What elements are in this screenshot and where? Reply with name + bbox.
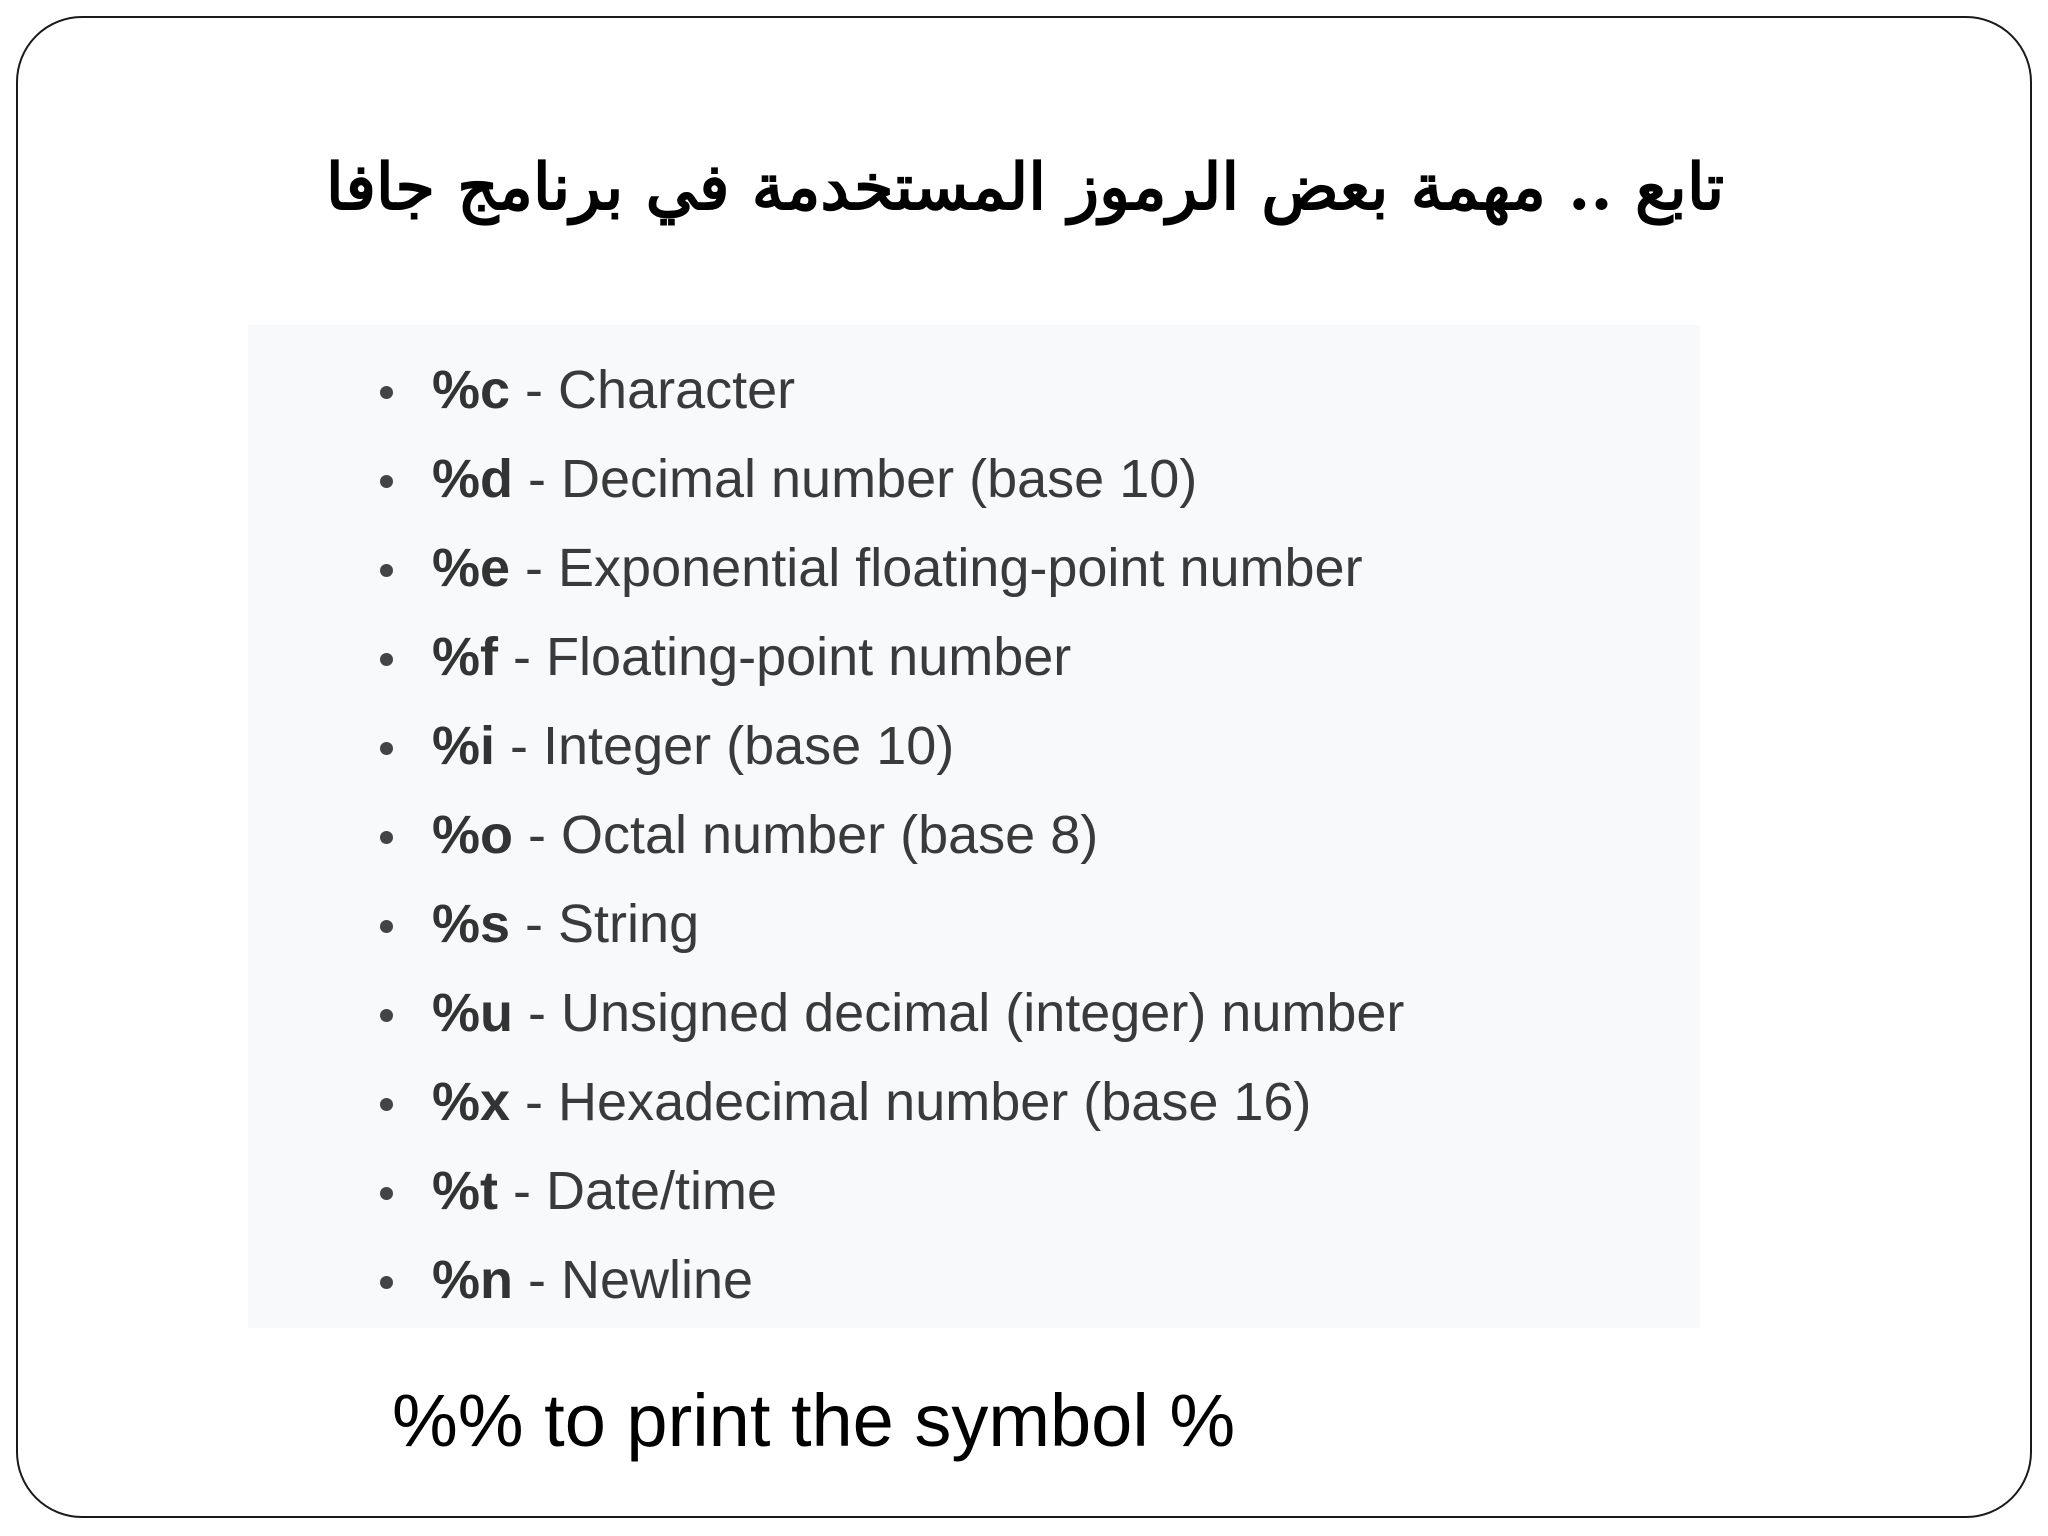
- bullet-icon: [380, 475, 393, 488]
- bullet-icon: [380, 1187, 393, 1200]
- bullet-icon: [380, 920, 393, 933]
- list-item: [248, 523, 1700, 612]
- specifier-code: %i: [432, 715, 496, 776]
- specifier-description: - Floating-point number: [498, 626, 1072, 687]
- specifier-code: %d: [432, 448, 513, 509]
- specifier-code: %t: [432, 1160, 498, 1221]
- footer-note: %% to print the symbol %: [392, 1379, 1236, 1462]
- bullet-icon: [380, 653, 393, 666]
- specifier-description: - Exponential floating-point number: [510, 537, 1363, 598]
- specifier-code: %u: [432, 982, 513, 1043]
- specifier-code: %f: [432, 626, 498, 687]
- list-item-text: [432, 1249, 753, 1311]
- bullet-icon: [380, 386, 393, 399]
- list-item-text: [432, 626, 1071, 688]
- list-item: [248, 879, 1700, 968]
- bullet-icon: [380, 831, 393, 844]
- specifier-code: %x: [432, 1071, 511, 1132]
- specifier-description: - String: [510, 893, 700, 954]
- bullet-icon: [380, 564, 393, 577]
- list-item-text: [432, 448, 1197, 510]
- bullet-icon: [380, 1276, 393, 1289]
- list-item: [248, 968, 1700, 1057]
- specifier-description: - Newline: [513, 1249, 754, 1310]
- format-specifier-panel: [248, 325, 1700, 1328]
- format-specifier-list: [248, 345, 1700, 1324]
- list-item-text: [432, 1071, 1311, 1133]
- list-item-text: [432, 1160, 777, 1222]
- bullet-icon: [380, 742, 393, 755]
- specifier-description: - Unsigned decimal (integer) number: [513, 982, 1405, 1043]
- specifier-code: %e: [432, 537, 511, 598]
- list-item: [248, 612, 1700, 701]
- list-item-text: [432, 804, 1098, 866]
- list-item-text: [432, 715, 954, 777]
- specifier-description: - Integer (base 10): [495, 715, 955, 776]
- bullet-icon: [380, 1098, 393, 1111]
- slide-title: تابع .. مهمة بعض الرموز المستخدمة في برنامج جافا: [325, 150, 1725, 225]
- list-item-text: [432, 537, 1363, 599]
- specifier-code: %s: [432, 893, 511, 954]
- bullet-icon: [380, 1009, 393, 1022]
- specifier-description: - Octal number (base 8): [513, 804, 1099, 865]
- list-item: [248, 790, 1700, 879]
- list-item-text: [432, 893, 699, 955]
- list-item: [248, 1146, 1700, 1235]
- specifier-description: - Date/time: [498, 1160, 778, 1221]
- list-item-text: [432, 359, 795, 421]
- specifier-code: %o: [432, 804, 513, 865]
- specifier-description: - Decimal number (base 10): [513, 448, 1198, 509]
- specifier-description: - Hexadecimal number (base 16): [510, 1071, 1312, 1132]
- specifier-description: - Character: [510, 359, 796, 420]
- list-item: [248, 434, 1700, 523]
- list-item-text: [432, 982, 1404, 1044]
- list-item: [248, 1235, 1700, 1324]
- specifier-code: %c: [432, 359, 511, 420]
- specifier-code: %n: [432, 1249, 513, 1310]
- list-item: [248, 701, 1700, 790]
- list-item: [248, 1057, 1700, 1146]
- list-item: [248, 345, 1700, 434]
